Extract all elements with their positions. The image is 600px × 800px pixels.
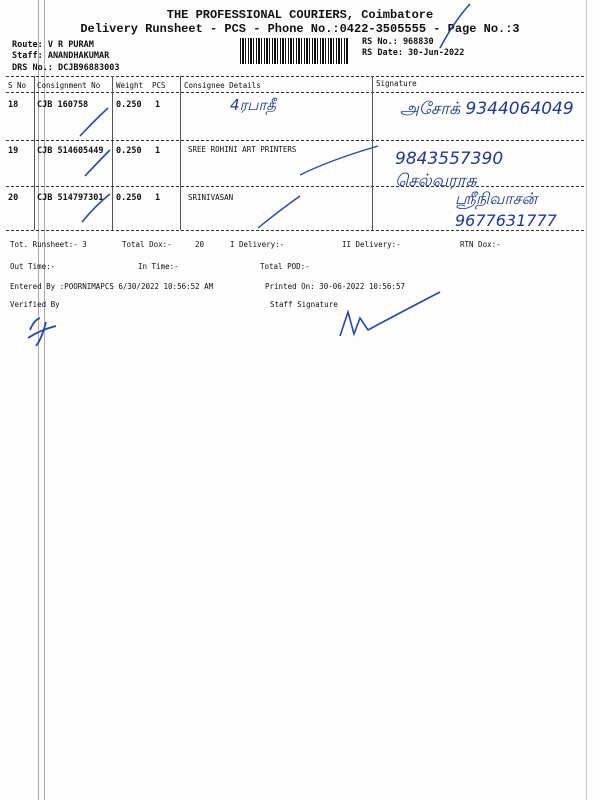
col-header-signature: Signature [376,79,417,88]
col-header-weight: Weight [116,81,144,90]
row-pcs: 1 [155,146,161,156]
tot-runsheet: Tot. Runsheet:- 3 [10,240,87,249]
rtn-dox: RTN Dox:- [460,240,501,249]
total-dox-label: Total Dox:- [122,240,172,249]
drs-number: DRS No.: DCJB96883003 [12,63,120,73]
row-consignee: SRINIVASAN [188,193,234,202]
staff-label: Staff: ANANDHAKUMAR [12,51,110,61]
row-consignment: CJB 160758 [37,100,89,110]
out-time: Out Time:- [10,262,56,271]
handwritten-consignee: 4ரபாதீ [230,96,277,114]
row-weight: 0.250 [116,100,142,110]
row-signature: 9843557390 செல்வராசு [395,149,504,191]
i-delivery: I Delivery:- [230,240,285,249]
rs-number: RS No.: 968830 [362,37,434,47]
ii-delivery: II Delivery:- [342,240,401,249]
row-signature: ஸ்ரீநிவாசன் 9677631777 [455,189,557,230]
staff-signature-label: Staff Signature [270,300,338,309]
row-signature: அசோக் 9344064049 [400,99,574,119]
row-weight: 0.250 [116,146,142,156]
company-title: THE PROFESSIONAL COURIERS, Coimbatore [166,8,434,22]
row-consignment: CJB 514605449 [37,146,104,156]
row-pcs: 1 [155,193,161,203]
row-sno: 18 [8,100,19,110]
col-header-pcs: PCS [152,81,166,90]
total-pod: Total POD:- [260,262,310,271]
in-time: In Time:- [138,262,179,271]
col-header-sno: S No [8,81,27,90]
verified-by: Verified By [10,300,60,309]
row-sno: 19 [8,146,19,156]
col-header-consignment: Consignment No [37,81,101,90]
route-label: Route: V R PURAM [12,40,94,50]
row-sno: 20 [8,193,19,203]
row-consignee: SREE ROHINI ART PRINTERS [188,145,297,154]
col-header-consignee: Consignee Details [184,81,261,90]
rs-date: RS Date: 30-Jun-2022 [362,48,465,58]
total-dox-value: 20 [195,240,205,249]
row-pcs: 1 [155,100,161,110]
runsheet-subtitle: Delivery Runsheet - PCS - Phone No.:0422-3505555 - Page No.:3 [80,22,520,36]
row-weight: 0.250 [116,193,142,203]
row-consignment: CJB 514797301 [37,193,104,203]
entered-by: Entered By :POORNIMAPCS 6/30/2022 10:56:52 AM [10,282,214,291]
printed-on: Printed On: 30-06-2022 10:56:57 [265,282,405,291]
